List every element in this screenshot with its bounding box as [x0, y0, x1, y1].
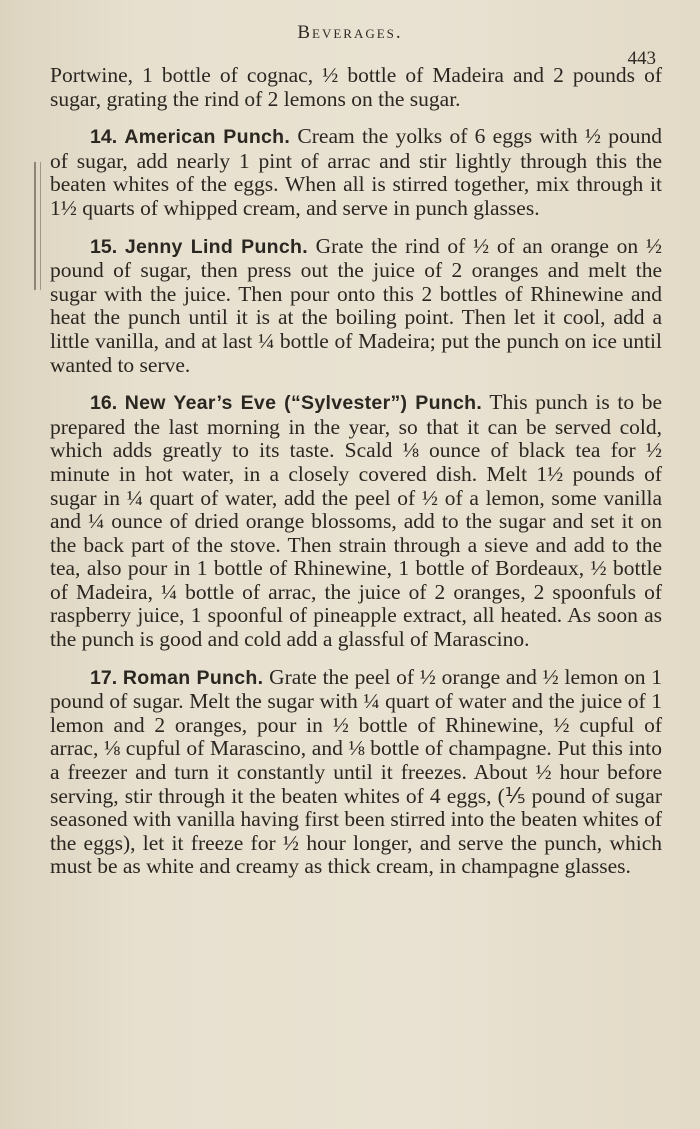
recipe-number: 14.	[90, 126, 118, 149]
recipe-body: Cream the yolks of 6 eggs with ½ pound of sugar, add nearly 1 pint of arrac and stir lightly through this the beaten whites of the eggs. When all is stirred together, mix through it 1½ quarts of whipped cream, and serve in punch glasses.	[50, 124, 663, 220]
page-number: 443	[627, 48, 656, 69]
continuation-paragraph: Portwine, 1 bottle of cognac, ½ bottle of Madeira and 2 pounds of sugar, grating the rind of 2 lemons on the sugar.	[50, 63, 662, 111]
page-text	[50, 64, 662, 879]
margin-pencil-mark	[34, 162, 41, 290]
recipe-number: 16.	[90, 392, 118, 415]
recipe-body: This punch is to be prepared the last morning in the year, so that it can be served cold, which adds greatly to its taste. Scald ⅛ ounce of black tea for ½ minute in hot water, in a closely covered dish. Melt 1½ pounds of sugar in ¼ quart of water, add the peel of ½ of a lemon, some vanilla and ¼ ounce of dried orange blossoms, add to the sugar and set it on the back part of the stove. Then strain through a sieve and add to the tea, also pour in 1 bottle of Rhinewine, 1 bottle of Bordeaux, ½ bottle of Madeira, ¼ bottle of arrac, the juice of 2 oranges, 2 spoonfuls of raspberry juice, 1 spoonful of pineapple extract, all heated. As soon as the punch is good and cold add a glassful of Marascino.	[50, 390, 662, 652]
recipe-title: American Punch.	[124, 126, 291, 149]
recipe-title: Roman Punch.	[122, 666, 264, 689]
recipe-title: New Year’s Eve (“Sylvester”) Punch.	[124, 392, 483, 415]
recipe-number: 15.	[90, 235, 118, 258]
recipe-14	[50, 125, 662, 220]
recipe-body: Grate the rind of ½ of an orange on ½ pound of sugar, then press out the juice of 2 oranges and melt the sugar with the juice. Then pour onto this 2 bottles of Rhinewine and heat the punch until it is at the boiling point. Then let it cool, add a little vanilla, and at last ¼ bottle of Madeira; put the punch on ice until wanted to serve.	[50, 233, 663, 377]
recipe-title: Jenny Lind Punch.	[124, 235, 308, 258]
recipe-17	[50, 666, 662, 879]
recipe-body: Grate the peel of ½ orange and ½ lemon on 1 pound of sugar. Melt the sugar with ¼ quart of water and the juice of 1 lemon and 2 oranges, pour in ½ bottle of Rhinewine, ½ cupful of arrac, ⅛ cupful of Marascino, and ⅛ bottle of champagne. Put this into a freezer and turn it constantly until it freezes. About ½ hour before serving, stir through it the beaten whites of 4 eggs, (⅕ pound of sugar seasoned with vanilla having first been stirred into the beaten whites of the eggs), let it freeze for ½ hour longer, and serve the punch, which must be as white and creamy as thick cream, in champagne glasses.	[50, 664, 663, 879]
running-head: Beverages.	[297, 22, 403, 43]
recipe-number: 17.	[90, 666, 118, 689]
recipe-16	[50, 391, 662, 652]
recipe-15	[50, 235, 662, 378]
